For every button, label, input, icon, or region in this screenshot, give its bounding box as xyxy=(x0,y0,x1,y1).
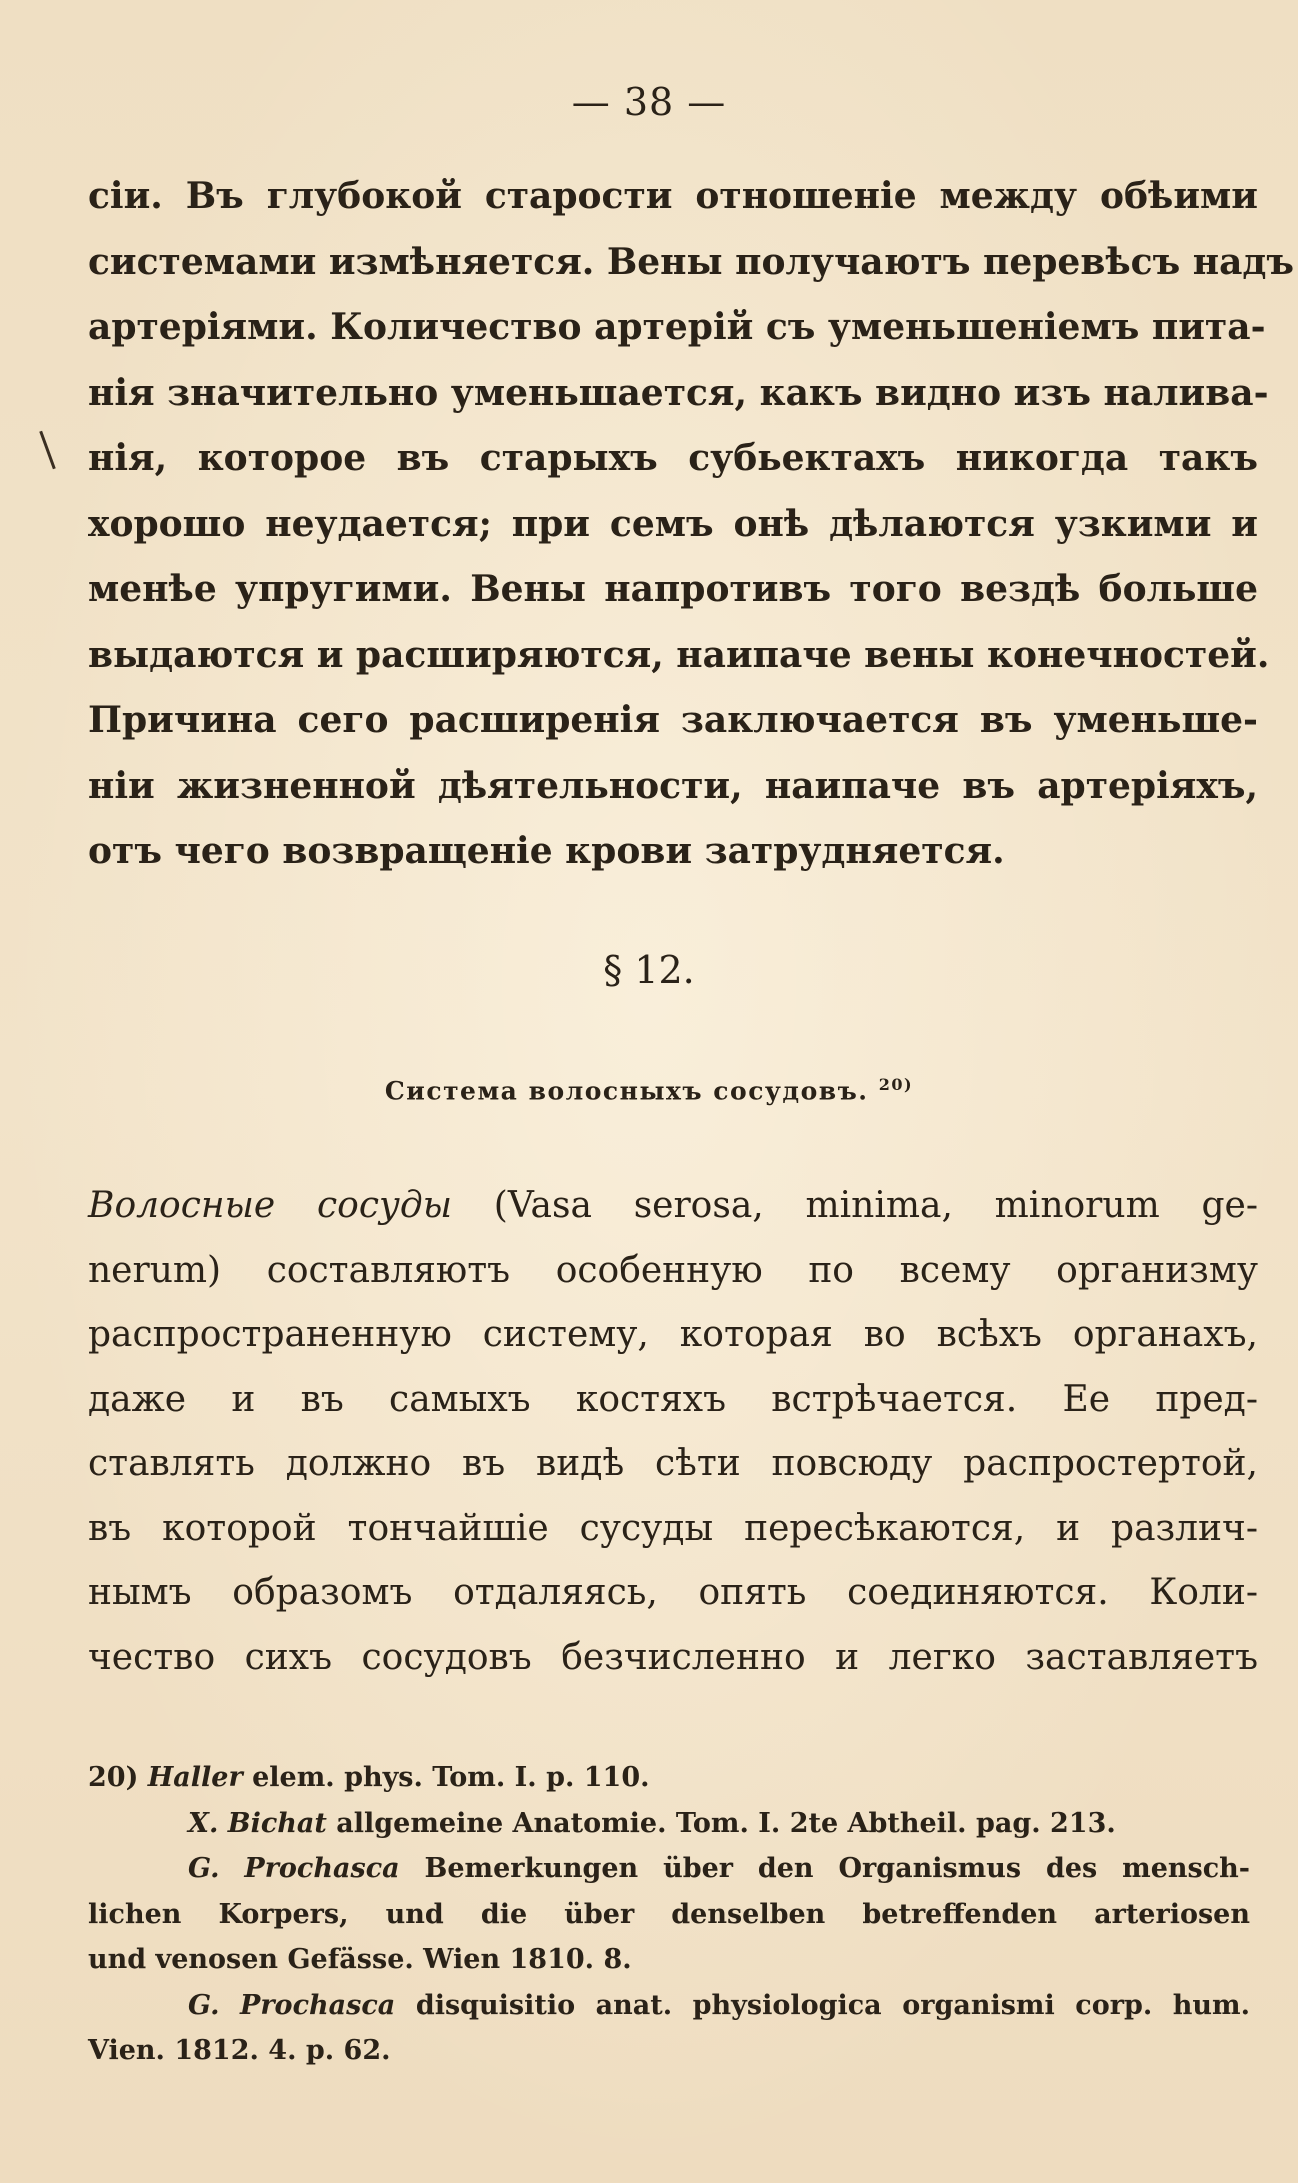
text-line: ніи жизненной дѣятельности, наипаче въ артеріяхъ, xyxy=(88,764,1258,807)
text-line: nerum) составляютъ особенную по всему организму xyxy=(88,1249,1258,1291)
paragraph-top xyxy=(88,164,1294,885)
section-number: § 12. xyxy=(603,948,695,992)
text-line: сіи. Въ глубокой старости отношеніе между обѣими xyxy=(88,175,1258,217)
section-title xyxy=(0,1075,1298,1105)
section-title-text: Система волосныхъ сосудовъ. xyxy=(384,1076,869,1106)
text-line: распространенную систему, которая во всѣхъ органахъ, xyxy=(88,1314,1258,1355)
text-line xyxy=(88,1174,1258,1239)
footnote-author: G. Prochasca xyxy=(188,1989,396,2021)
footnote-text: Bemerkungen über den Organismus des mensch- xyxy=(399,1853,1250,1884)
text-line: въ которой тончайшіе сусуды пересѣкаются, и различ- xyxy=(88,1507,1258,1549)
text-line: артеріями. Количество артерій съ уменьшеніемъ пита- xyxy=(88,306,1266,348)
text-line: отъ чего возвращеніе крови затрудняется. xyxy=(88,830,1005,872)
text-line: нія, которое въ старыхъ субьектахъ никогда такъ xyxy=(88,437,1258,479)
text-line: менѣе упругими. Вены напротивъ того вездѣ больше xyxy=(88,568,1258,610)
text-fragment: (Vasa serosa, minima, minorum ge- xyxy=(452,1185,1258,1226)
text-line: чество сихъ сосудовъ безчисленно и легко заставляетъ xyxy=(88,1636,1258,1678)
text-line: выдаются и расширяются, наипаче вены конечностей. xyxy=(88,633,1270,676)
footnote-line xyxy=(88,1983,1250,2029)
footnote-author: Haller xyxy=(147,1762,243,1793)
footnote-text: disquisitio anat. physiologica organismi corp. hum. xyxy=(395,1989,1250,2021)
page-number: — 38 — xyxy=(571,80,727,124)
footnote-line xyxy=(88,1755,1250,1801)
footnote-line xyxy=(88,1846,1250,1892)
footnote-line: lichen Korpers, und die über denselben betreffenden arteriosen xyxy=(88,1898,1250,1930)
footnote-line: Vien. 1812. 4. p. 62. xyxy=(88,2035,391,2066)
paragraph-bottom xyxy=(88,1174,1258,1690)
text-line: ставлять должно въ видѣ сѣти повсюду распростертой, xyxy=(88,1443,1258,1484)
text-line: нія значительно уменьшается, какъ видно изъ налива- xyxy=(88,371,1269,414)
footnote-text: elem. phys. Tom. I. p. 110. xyxy=(242,1762,650,1793)
footnote-number: 20) xyxy=(88,1762,139,1793)
margin-pencil-mark xyxy=(39,431,55,470)
italic-term: Волосные сосуды xyxy=(88,1185,453,1226)
footnote-text: allgemeine Anatomie. Tom. I. 2te Abtheil. pag. 213. xyxy=(326,1807,1116,1839)
text-line: системами измѣняется. Вены получаютъ перевѣсъ надъ xyxy=(88,240,1294,283)
text-line: даже и въ самыхъ костяхъ встрѣчается. Ее пред- xyxy=(88,1378,1258,1420)
text-line: нымъ образомъ отдаляясь, опять соединяются. Коли- xyxy=(88,1572,1258,1613)
footnote-line: und venosen Gefässe. Wien 1810. 8. xyxy=(88,1944,632,1975)
footnote-author: X. Bichat xyxy=(188,1807,327,1839)
footnotes xyxy=(88,1755,1250,2074)
text-line: Причина сего расширенія заключается въ уменьше- xyxy=(88,699,1258,741)
footnote-line xyxy=(88,1801,1250,1847)
text-line: хорошо неудается; при семъ онѣ дѣлаются узкими и xyxy=(88,502,1258,545)
footnote-reference: 20) xyxy=(878,1075,914,1094)
footnote-author: G. Prochasca xyxy=(188,1853,400,1884)
